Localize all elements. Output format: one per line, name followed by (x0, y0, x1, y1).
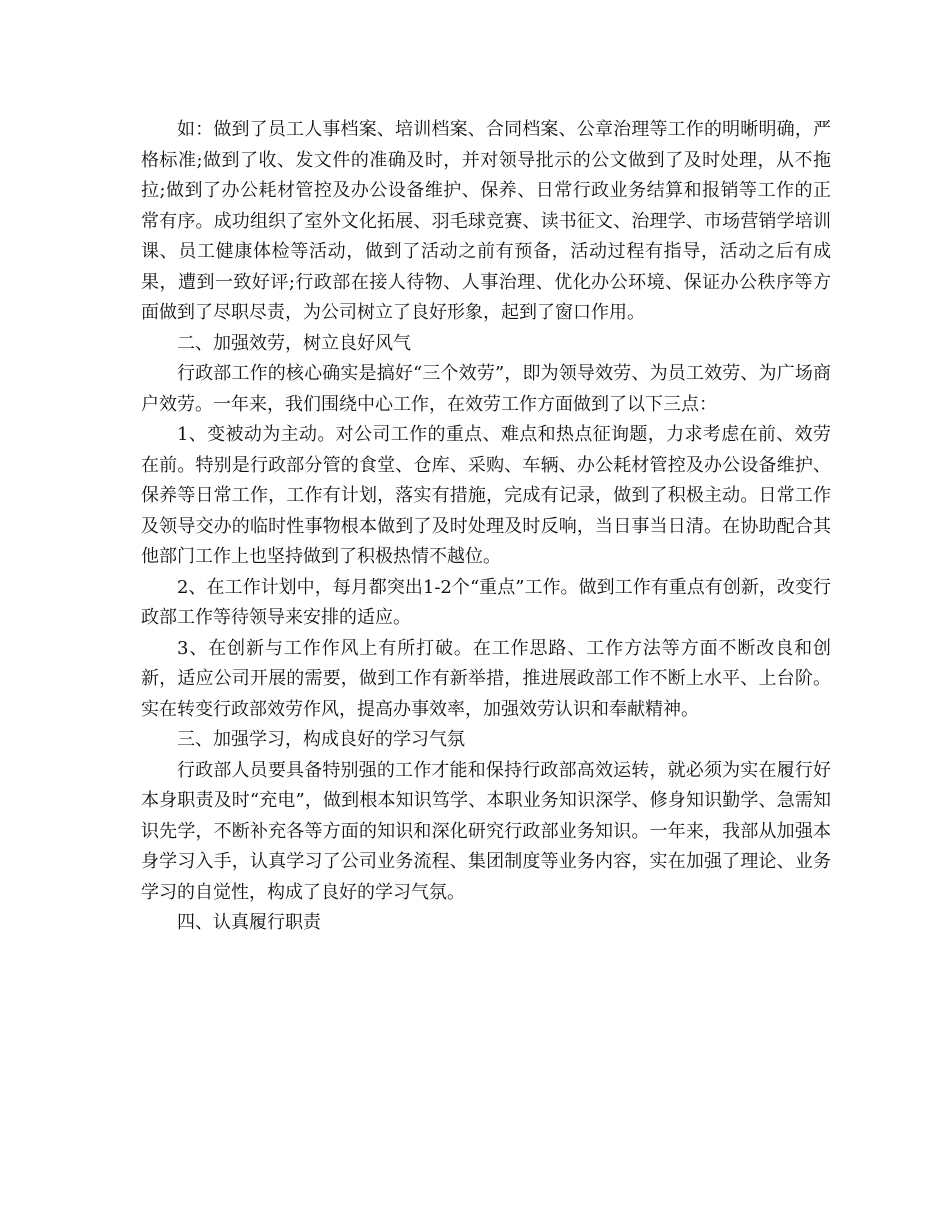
section-heading-learning: 三、加强学习，构成良好的学习气氛 (177, 729, 465, 750)
paragraph-service-point-1: 1、变被动为主动。对公司工作的重点、难点和热点征询题，力求考虑在前、效劳在前。特别是行政部分管的食堂、仓库、采购、车辆、办公耗材管控及办公设备维护、保养等日常工作，工作有计划，落实有措施，完成有记录，做到了积极主动。日常工作及领导交办的临时性事物根本做到了及时处理及时反响，当日事当日清。在协助配合其他部门工作上也坚持做到了积极热情不越位。 (141, 424, 831, 567)
paragraph-service-point-2: 2、在工作计划中，每月都突出1-2个“重点”工作。做到工作有重点有创新，改变行政部工作等待领导来安排的适应。 (141, 576, 831, 628)
document-body (141, 115, 831, 939)
section-heading-duties: 四、认真履行职责 (177, 912, 321, 933)
paragraph-achievements: 如：做到了员工人事档案、培训档案、合同档案、公章治理等工作的明晰明确，严格标准;做到了收、发文件的准确及时，并对领导批示的公文做到了及时处理，从不拖拉;做到了办公耗材管控及办公设备维护、保养、日常行政业务结算和报销等工作的正常有序。成功组织了室外文化拓展、羽毛球竞赛、读书征文、治理学、市场营销学培训课、员工健康体检等活动，做到了活动之前有预备，活动过程有指导，活动之后有成果，遭到一致好评;行政部在接人待物、人事治理、优化办公环境、保证办公秩序等方面做到了尽职尽责，为公司树立了良好形象，起到了窗口作用。 (141, 119, 831, 323)
section-heading-service: 二、加强效劳，树立良好风气 (177, 332, 411, 354)
paragraph-service-core: 行政部工作的核心确实是搞好“三个效劳”，即为领导效劳、为员工效劳、为广场商户效劳。一年来，我们围绕中心工作，在效劳工作方面做到了以下三点： (141, 363, 831, 415)
paragraph-learning: 行政部人员要具备特别强的工作才能和保持行政部高效运转，就必须为实在履行好本身职责及时“充电”，做到根本知识笃学、本职业务知识深学、修身知识勤学、急需知识先学，不断补充各等方面的知识和深化研究行政部业务知识。一年来，我部从加强本身学习入手，认真学习了公司业务流程、集团制度等业务内容，实在加强了理论、业务学习的自觉性，构成了良好的学习气氛。 (141, 759, 831, 903)
paragraph-service-point-3: 3、在创新与工作作风上有所打破。在工作思路、工作方法等方面不断改良和创新，适应公司开展的需要，做到工作有新举措，推进展政部工作不断上水平、上台阶。实在转变行政部效劳作风，提高办事效率，加强效劳认识和奉献精神。 (141, 637, 831, 720)
